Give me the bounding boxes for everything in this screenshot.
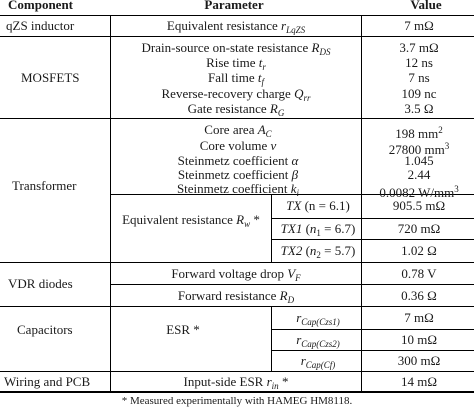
- footnote: * Measured experimentally with HAMEG HM8118.: [121, 395, 353, 407]
- caps-r1-label: $r_{Cap(Czs1)}$: [296, 310, 340, 327]
- rule-tx-1: [271, 218, 474, 219]
- mosfets-param-5: Gate resistance $R_G$: [187, 101, 285, 118]
- mosfets-value-5: 3.5 Ω: [404, 101, 434, 116]
- header-component: Component: [8, 0, 74, 12]
- mosfets-param-2: Rise time $t_r$: [206, 55, 266, 72]
- transformer-component: Transformer: [12, 178, 77, 193]
- transformer-value-3: 1.045: [404, 153, 434, 168]
- mosfets-param-3: Fall time $t_f$: [208, 70, 264, 87]
- mosfets-param-4: Reverse-recovery charge $Q_{rr}$: [161, 86, 311, 103]
- mosfets-value-3: 7 ns: [408, 70, 430, 85]
- transformer-value-1: 198 $mm^2$: [395, 125, 443, 141]
- vrule-component: [110, 15, 111, 391]
- wiring-value: 14 mΩ: [400, 374, 438, 389]
- mosfets-value-1: 3.7 mΩ: [399, 40, 439, 55]
- transformer-value-2: 27800 $mm^3$: [388, 141, 450, 157]
- transformer-param-3: Steinmetz coefficient α: [177, 153, 299, 168]
- vdr-value-2: 0.36 Ω: [401, 288, 437, 303]
- rule-header-bottom: [0, 15, 474, 16]
- tx2-value: 1.02 Ω: [401, 243, 437, 258]
- mosfets-component: MOSFETS: [21, 70, 80, 85]
- transformer-eq-resistance: Equivalent resistance $R_w$ *: [122, 212, 260, 229]
- tx-label: TX (n = 6.1): [286, 198, 350, 213]
- caps-component: Capacitors: [17, 322, 73, 337]
- transformer-param-2: Core volume v: [199, 138, 277, 153]
- caps-esr: ESR *: [166, 322, 200, 337]
- tx2-label: TX2 $(n_2 = 5.7)$: [280, 243, 356, 260]
- rule-transformer: [0, 262, 474, 263]
- vdr-param-2: Forward resistance $R_D$: [177, 288, 295, 305]
- caps-r2-label: $r_{Cap(Czs2)}$: [296, 332, 340, 349]
- transformer-value-4: 2.44: [407, 167, 431, 182]
- tx-value: 905.5 mΩ: [392, 198, 446, 213]
- qzs-param: Equivalent resistance $r_{LqZS}$: [166, 18, 306, 35]
- caps-r3-label: $r_{Cap(Cf)}$: [300, 353, 336, 370]
- transformer-param-4: Steinmetz coefficient β: [177, 167, 299, 182]
- header-value: Value: [410, 0, 442, 12]
- wiring-param: Input-side ESR $r_{in}$ *: [183, 374, 289, 391]
- vrule-tx-sub: [271, 195, 272, 262]
- transformer-param-5: Steinmetz coefficient $k_i$: [176, 181, 300, 198]
- qzs-component: qZS inductor: [6, 18, 75, 33]
- transformer-param-1: Core area $A_C$: [204, 122, 272, 139]
- vrule-caps-sub: [271, 307, 272, 371]
- tx1-value: 720 mΩ: [397, 221, 441, 236]
- qzs-value: 7 mΩ: [404, 18, 434, 33]
- mosfets-param-1: Drain-source on-state resistance $R_{DS}$: [141, 40, 331, 57]
- mosfets-value-4: 109 nc: [401, 86, 437, 101]
- vdr-param-1: Forward voltage drop $V_F$: [171, 266, 301, 283]
- header-parameter: Parameter: [204, 0, 264, 12]
- transformer-value-5: 0.0082 $W/mm^3$: [379, 184, 459, 200]
- vdr-component: VDR diodes: [8, 276, 73, 291]
- caps-r3-value: 300 mΩ: [397, 353, 441, 368]
- rule-caps: [0, 371, 474, 372]
- caps-r2-value: 10 mΩ: [400, 332, 438, 347]
- tx1-label: TX1 $(n_1 = 6.7)$: [280, 221, 356, 238]
- wiring-component: Wiring and PCB: [4, 374, 91, 389]
- caps-r1-value: 7 mΩ: [404, 310, 434, 325]
- vrule-value: [361, 15, 362, 391]
- mosfets-value-2: 12 ns: [405, 55, 433, 70]
- vdr-value-1: 0.78 V: [401, 266, 437, 281]
